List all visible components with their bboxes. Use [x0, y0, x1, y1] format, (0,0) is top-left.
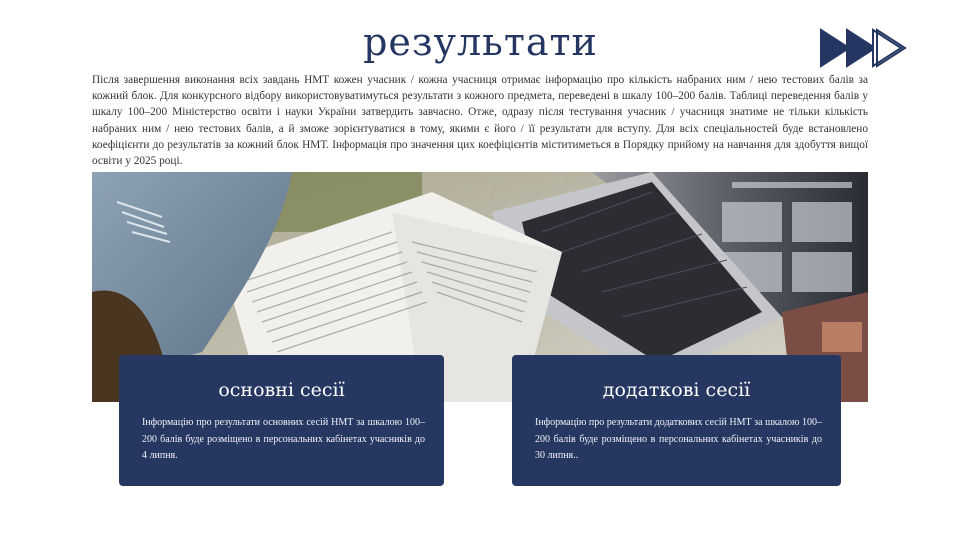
card-main-sessions — [119, 355, 444, 486]
card-additional-sessions — [512, 355, 841, 486]
card-text: Інформацію про результати додаткових сесій НМТ за шкалою 100–200 балів буде розміщено в персональних кабінетах учасників до 30 липня.. — [535, 417, 822, 461]
intro-paragraph: Після завершення виконання всіх завдань НМТ кожен учасник / кожна учасниця отримає інформацію про кількість набраних ним / нею тестових балів за кожний блок. Для конкурсного відбору використовуватимуться результати з кожного предмета, переведені в шкалу 100–200 балів. Таблиці переведення балів у шкалу 100–200 Міністерство освіти і науки України затвердить завчасно. Отже, одразу після тестування учасник / учасниця знатиме не тільки кількість набраних ним / нею тестових балів, а й зможе зорієнтуватися в тому, якими є його / її результати для вступу. Для всіх спеціальностей буде встановлено коефіцієнти до результатів за кожний блок НМТ. Інформація про значення цих коефіцієнтів міститиметься в Порядку прийому на навчання для здобуття вищої освіти у 2025 році. — [92, 74, 868, 168]
card-title: додаткові сесії — [602, 379, 751, 401]
card-title: основні сесії — [218, 379, 345, 401]
card-text: Інформацію про результати основних сесій НМТ за шкалою 100–200 балів буде розміщено в персональних кабінетах учасників до 4 липня. — [142, 417, 425, 461]
triple-arrow-right-icon — [817, 26, 909, 70]
page-title: результати — [363, 20, 598, 64]
